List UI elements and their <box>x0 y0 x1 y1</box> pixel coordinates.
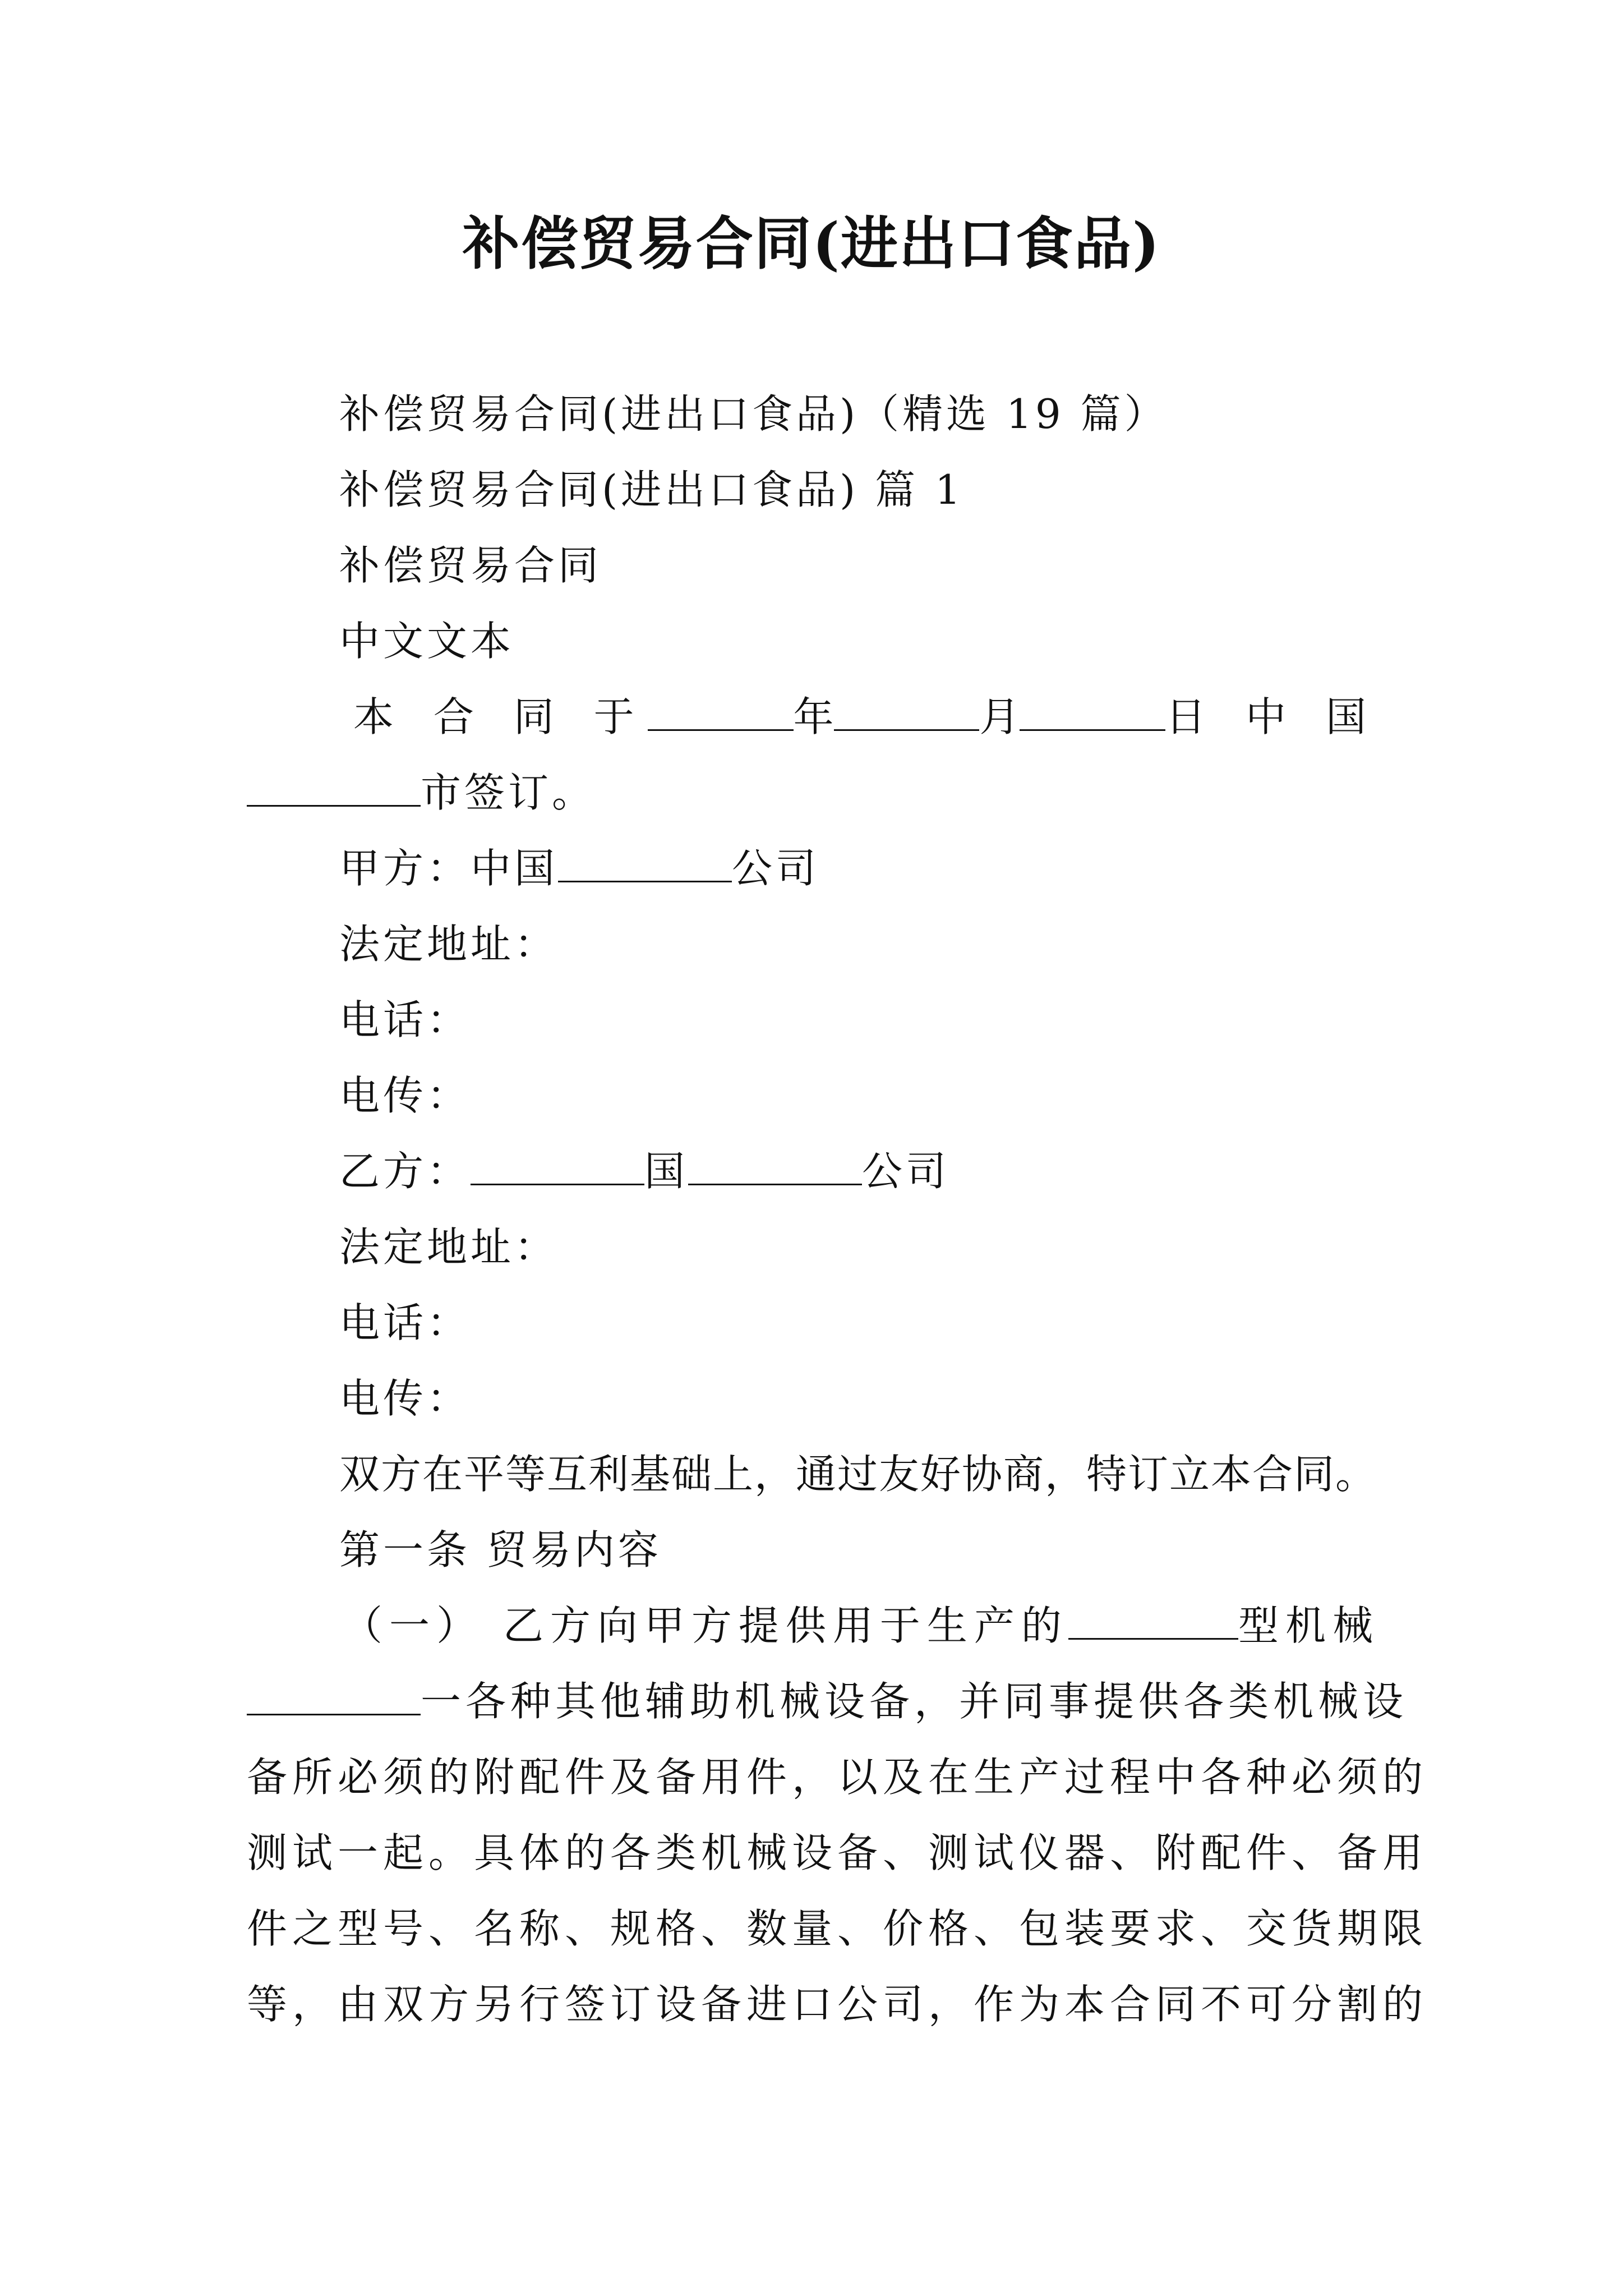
party-b-fax: 电传： <box>339 1375 471 1422</box>
intro-paragraph: 双方在平等互利基础上，通过友好协商，特订立本合同。 <box>339 1451 1377 1498</box>
item-1-line-6: 等，由双方另行签订设备进口公司，作为本合同不可分割的 <box>247 1981 1428 2028</box>
party-b-label: 乙方： <box>339 1148 471 1195</box>
item-1-line-2 <box>247 1673 1408 1729</box>
party-b-company-blank <box>688 1143 862 1185</box>
party-a-phone: 电话： <box>339 996 471 1043</box>
item-1-type: 型机械 <box>1238 1602 1380 1649</box>
signing-city-line <box>247 765 1380 821</box>
party-a-name-line <box>339 840 819 896</box>
city-suffix: 市签订。 <box>421 769 596 816</box>
month-blank <box>834 689 980 731</box>
year-label: 年 <box>793 693 834 740</box>
party-a-label: 甲方：中国 <box>339 845 559 892</box>
equipment-blank <box>247 1673 421 1715</box>
article-1-heading: 第一条 贸易内容 <box>339 1526 662 1573</box>
party-b-country-blank <box>471 1143 644 1185</box>
date-prefix: 本 合 同 于 <box>353 693 648 740</box>
heading-selection: 补偿贸易合同(进出口食品)（精选 19 篇） <box>339 390 1168 438</box>
heading-contract: 补偿贸易合同 <box>339 542 602 589</box>
party-a-fax: 电传： <box>339 1072 471 1119</box>
heading-chinese-text: 中文文本 <box>339 618 515 665</box>
year-blank <box>648 689 794 731</box>
party-a-address: 法定地址： <box>339 921 559 968</box>
heading-article: 补偿贸易合同(进出口食品) 篇 1 <box>339 466 964 513</box>
month-label: 月 <box>979 693 1020 740</box>
party-b-phone: 电话： <box>339 1299 471 1346</box>
party-b-name-line <box>339 1143 949 1199</box>
item-1-lead: （一） 乙方向甲方提供用于生产的 <box>342 1602 1068 1649</box>
party-a-suffix: 公司 <box>732 845 820 892</box>
item-1-line-5: 件之型号、名称、规格、数量、价格、包装要求、交货期限 <box>247 1905 1428 1952</box>
party-a-company-blank <box>558 840 732 882</box>
party-b-mid: 国 <box>644 1148 689 1195</box>
day-blank <box>1020 689 1165 731</box>
day-label: 日 中 国 <box>1165 693 1380 740</box>
party-b-address: 法定地址： <box>339 1223 559 1271</box>
city-blank <box>247 765 421 807</box>
document-title: 补偿贸易合同(进出口食品) <box>462 210 1161 278</box>
signing-date-line <box>353 689 1380 745</box>
item-1-first-line <box>342 1598 1380 1654</box>
item-1-line-3: 备所必须的附配件及备用件，以及在生产过程中各种必须的 <box>247 1754 1428 1801</box>
party-b-suffix: 公司 <box>862 1148 950 1195</box>
item-1-line-2-text: 一各种其他辅助机械设备，并同事提供各类机械设 <box>421 1678 1408 1725</box>
item-1-line-4: 测试一起。具体的各类机械设备、测试仪器、附配件、备用 <box>247 1829 1428 1876</box>
machine-type-blank <box>1068 1598 1238 1640</box>
